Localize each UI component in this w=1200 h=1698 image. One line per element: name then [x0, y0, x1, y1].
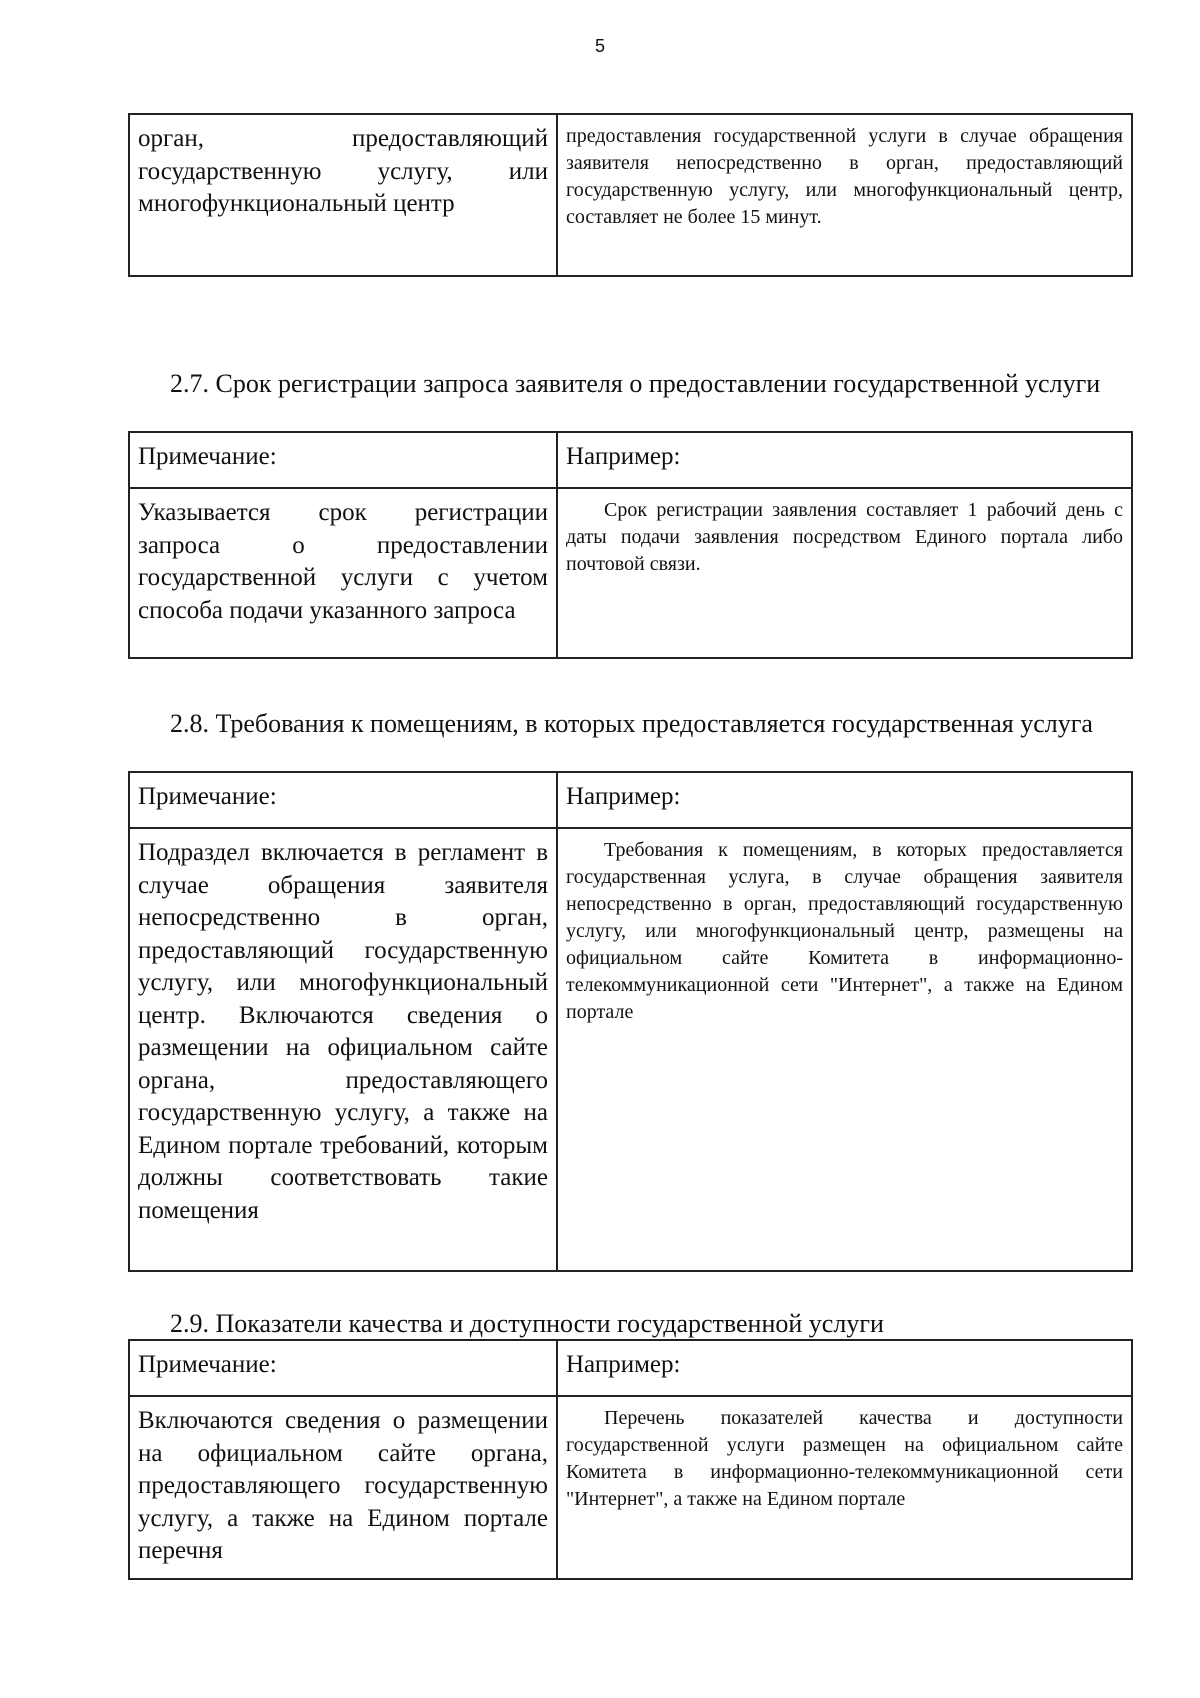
- note-label: Примечание:: [129, 432, 557, 488]
- table-row: [129, 828, 1132, 1271]
- section-table-2-8: [128, 771, 1133, 1272]
- page-number: 5: [594, 36, 605, 56]
- table-header-row: [129, 432, 1132, 488]
- note-text: Включаются сведения о размещении на официальном сайте органа, предоставляющего государственную услугу, а также на Едином портале перечня: [129, 1396, 557, 1579]
- example-text: Требования к помещениям, в которых предоставляется государственная услуга, в случае обращения заявителя непосредственно в орган, предоставляющий государственную услугу, или многофункциональный центр, размещены на официальном сайте Комитета в информационно-телекоммуникационной сети "Интернет", а также на Едином портале: [566, 839, 1123, 1023]
- table-cell-left: орган, предоставляющий государственную услугу, или многофункциональный центр: [129, 114, 557, 276]
- note-text: Подраздел включается в регламент в случае обращения заявителя непосредственно в орган, предоставляющий государственную услугу, или многофункциональный центр. Включаются сведения о размещении на официальном сайте органа, предоставляющего государственную услугу, а также на Едином портале требований, которым должны соответствовать такие помещения: [129, 828, 557, 1271]
- continuation-table: [128, 113, 1133, 277]
- table-header-row: [129, 1340, 1132, 1396]
- section-heading-2-9: 2.9. Показатели качества и доступности государственной услуги: [170, 1309, 884, 1338]
- table-cell-right: предоставления государственной услуги в случае обращения заявителя непосредственно в орган, предоставляющий государственную услугу, или многофункциональный центр, составляет не более 15 минут.: [557, 114, 1132, 276]
- note-text: Указывается срок регистрации запроса о предоставлении государственной услуги с учетом способа подачи указанного запроса: [129, 488, 557, 658]
- section-heading-2-8: 2.8. Требования к помещениям, в которых предоставляется государственная услуга: [170, 709, 1093, 738]
- note-label: Примечание:: [129, 1340, 557, 1396]
- table-row: [129, 488, 1132, 658]
- note-label: Примечание:: [129, 772, 557, 828]
- table-row: [129, 114, 1132, 276]
- example-label: Например:: [557, 1340, 1132, 1396]
- table-row: [129, 1396, 1132, 1579]
- table-header-row: [129, 772, 1132, 828]
- section-table-2-7: [128, 431, 1133, 659]
- example-label: Например:: [557, 432, 1132, 488]
- example-text: Перечень показателей качества и доступности государственной услуги размещен на официальном сайте Комитета в информационно-телекоммуникационной сети "Интернет", а также на Едином портале: [566, 1407, 1123, 1510]
- section-table-2-9: [128, 1339, 1133, 1580]
- example-label: Например:: [557, 772, 1132, 828]
- example-text: Срок регистрации заявления составляет 1 рабочий день с даты подачи заявления посредством Единого портала либо почтовой связи.: [566, 499, 1123, 575]
- section-heading-2-7: 2.7. Срок регистрации запроса заявителя о предоставлении государственной услуги: [170, 369, 1101, 398]
